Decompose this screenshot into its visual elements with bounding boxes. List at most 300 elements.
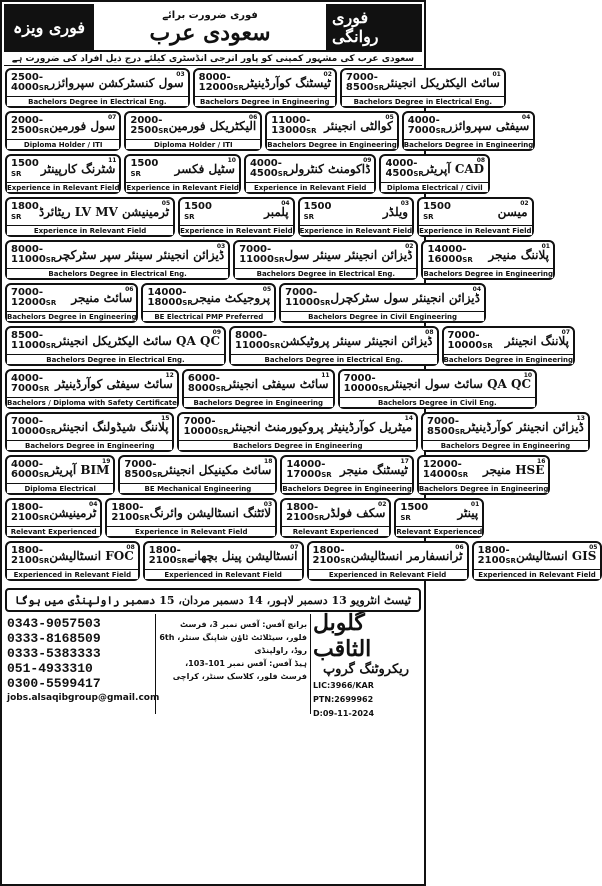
job-title: ویلڈر [382,205,409,219]
job-requirement: Diploma Holder / ITI [126,139,260,149]
job-card [340,68,506,108]
job-requirement: BE Mechanical Engineering [120,483,275,493]
job-salary [286,503,324,523]
job-card [118,455,277,495]
job-salary [130,159,158,179]
salary-unit: SR [435,127,447,135]
job-title: پلاننگ انجینئر [504,334,569,348]
ptn-number: PTN:2699962 [313,694,374,704]
job-title: سائٹ الیکٹریکل انجینئر [384,76,500,90]
job-number: 04 [521,114,531,121]
salary-min: 4000- [385,158,418,169]
salary-unit: SR [184,213,195,221]
salary-unit: SR [319,299,331,307]
salary-max [11,427,56,437]
salary-min: 11000- [271,115,311,126]
job-requirement: Experience in Relevant Field [126,184,239,192]
salary-max [478,556,516,566]
job-card [178,197,294,237]
job-card-top [309,543,467,569]
header-subtitle: فوری ضرورت برائے [162,9,258,21]
job-salary [385,159,423,179]
salary-min: 2000- [130,115,163,126]
job-title: پلمبر [264,205,289,219]
job-salary [149,546,187,566]
salary-max [344,384,389,394]
job-title: پروجیکٹ منیجر [192,291,271,305]
job-salary [235,331,280,351]
job-requirement: Experience in Relevant Field [299,227,413,235]
job-number: 02 [520,200,529,207]
salary-unit: SR [182,299,193,307]
test-interview-bar: ٹیسٹ انٹرویو 13 دسمبر لاہور، 14 دسمبر مردان، 15 دسمبر راولپنڈی میں ہوگا [5,588,421,612]
job-salary [400,503,428,523]
job-card-top [423,242,552,268]
job-card [143,541,304,581]
salary-min: 7000- [183,416,216,427]
phone-number[interactable]: 0333-8168509 [7,631,101,646]
job-row [5,154,486,194]
phone-number[interactable]: 051-4933310 [7,661,93,676]
job-salary [250,159,288,179]
job-number: 03 [216,243,226,250]
job-requirement: Experience in Relevant Field [107,526,275,536]
job-salary [183,417,228,437]
job-title: سائٹ سیفٹی کوآرڈینیٹر [55,377,173,391]
salary-max [346,83,384,93]
job-number: 11 [108,157,117,164]
salary-unit: SR [218,428,229,436]
job-card-top [120,457,275,483]
email-link[interactable]: jobs.alsaqibgroup@gmail.com [7,693,160,703]
job-number: 07 [290,544,299,551]
salary-min: 1800- [312,545,345,556]
job-number: 05 [161,200,171,207]
job-salary [423,202,451,222]
job-card [193,68,337,108]
job-number: 04 [89,501,98,508]
salary-max-value: 2100 [148,555,177,566]
job-row [5,498,483,538]
salary-max-value: 12000 [11,297,46,308]
job-title: سائٹ منیجر [71,291,133,305]
job-card-top [282,457,411,483]
job-salary [286,460,331,480]
job-requirement: Experienced in Relevant Field [145,569,302,579]
job-card [5,197,175,237]
job-row [5,68,501,108]
job-card-top [195,70,335,96]
job-salary [346,73,384,93]
job-card [5,111,121,151]
job-number: 04 [472,286,481,293]
salary-unit: SR [176,557,188,565]
job-card-top [423,414,588,440]
job-salary [239,245,284,265]
salary-min: 1800- [11,545,43,556]
salary-unit: SR [321,471,332,479]
job-card [233,240,418,280]
job-number: 14 [404,415,413,422]
job-card [338,369,537,409]
salary-max-value: 2100 [11,555,39,566]
salary-unit: SR [158,127,169,135]
job-title: ٹرمینیشن LV MV ریٹائرڈ [38,205,170,219]
salary-max-value: 4000 [11,82,39,93]
job-card [394,498,484,538]
header-left-badge: فوری ویزہ [4,4,94,50]
job-title: سول فورمین [49,119,116,133]
job-salary [11,73,49,93]
salary-max-value: 4500 [385,168,414,179]
salary-unit: SR [11,213,22,221]
salary-unit: SR [423,213,434,221]
salary-unit: SR [413,170,424,178]
job-number: 02 [405,243,414,250]
job-card-top [7,70,188,96]
job-row [5,240,553,280]
job-salary [111,503,149,523]
job-card [472,541,602,581]
salary-max [448,341,493,351]
job-requirement: BE Electrical PMP Preferred [143,311,274,321]
job-card-top [342,70,504,96]
salary-max-value: 11000 [239,254,274,265]
job-number: 03 [263,501,273,508]
job-number: 13 [576,415,585,422]
salary-max-value: 14000 [422,469,458,480]
job-number: 16 [537,458,546,465]
salary-max-value: 2100 [286,512,314,523]
job-number: 01 [470,501,480,508]
job-row [5,369,533,409]
salary-min: 7000- [427,416,459,427]
head-address: ہیڈ آفس: آفس نمبر 101-103، فرسٹ فلور، کلاسک سنٹر، کراچی [172,659,307,681]
salary-unit: SR [273,256,285,264]
salary-unit: SR [269,342,281,350]
salary-unit: SR [45,256,57,264]
salary-max [427,427,465,437]
salary-max-value: 10000 [11,426,46,437]
job-card [280,455,413,495]
salary-max-value: 11000 [235,340,270,351]
salary-min: 6000- [187,373,220,384]
job-card-top [7,457,113,483]
job-card-top [246,156,375,182]
salary-max [199,83,244,93]
salary-unit: SR [38,127,50,135]
salary-max [400,513,428,523]
job-card-top [7,500,100,526]
salary-max-value: 4500 [249,168,278,179]
job-title: سیفٹی سپروائزر [446,119,530,133]
job-salary [11,116,49,136]
job-title: پلاننگ شیڈولنگ انجینئر [56,420,169,434]
job-card [182,369,335,409]
salary-max [130,126,168,136]
salary-max-value: 2500 [11,125,39,136]
job-title: HSE منیجر [483,463,545,477]
job-salary [147,288,192,308]
salary-max-value: 8500 [124,469,153,480]
salary-max [423,470,468,480]
job-salary [130,116,168,136]
job-card-top [7,156,119,182]
job-card [244,154,377,194]
job-requirement: Bachelors Degree in Engineering [282,485,412,493]
job-requirement: Experience in Relevant Field [246,182,375,192]
job-title: شٹرنگ کارپینٹر [40,162,116,176]
salary-max-value: 6000 [11,469,39,480]
job-requirement: Experience in Relevant Field [180,227,293,235]
job-card [298,197,414,237]
job-title: سائٹ سیفٹی انجینئر [226,377,329,391]
salary-max [11,83,49,93]
salary-max [11,126,49,136]
phone-number[interactable]: 0300-5599417 [7,676,101,691]
job-number: 08 [126,544,135,551]
salary-max-value: 8000 [187,383,216,394]
job-card-top [474,543,601,569]
job-card [5,154,121,194]
job-salary [11,417,56,437]
job-card-top [7,371,177,397]
salary-unit: SR [139,514,150,522]
brand-name: گلوبل الثاقب [313,609,372,662]
salary-max-value: 11000 [11,254,46,265]
job-requirement: Relevant Experienced [282,526,389,536]
job-salary [11,374,49,394]
job-row [5,541,598,581]
salary-max [149,556,187,566]
salary-unit: SR [505,557,516,565]
job-requirement: Bachelors Degree in Electrical Eng. [231,354,437,364]
header-title: سعودی عرب [149,19,271,46]
salary-min: 7000- [447,330,480,341]
job-number: 02 [323,71,332,78]
salary-max-value: 16000 [427,254,463,265]
job-salary [313,546,351,566]
job-title: QA QC سائٹ سول انجینئر [388,377,532,391]
salary-min: 1800- [286,502,319,513]
job-salary [11,288,56,308]
job-card-top [282,500,389,526]
salary-unit: SR [482,342,493,350]
job-card [5,283,138,323]
job-number: 04 [281,200,290,207]
salary-max [183,427,228,437]
job-card-top [404,113,533,139]
salary-min: 1500 [130,158,159,169]
job-salary [448,331,493,351]
salary-max [427,255,472,265]
salary-min: 1800- [111,502,144,513]
salary-max [271,126,316,136]
job-salary [271,116,316,136]
job-salary [184,202,212,222]
salary-min: 1500 [11,158,39,169]
job-card [279,283,486,323]
job-number: 05 [262,286,272,293]
job-requirement: Bachelors Degree in Engineering [423,270,553,278]
salary-unit: SR [38,557,50,565]
job-number: 06 [455,544,464,551]
job-card-top [179,414,416,440]
salary-min: 1800- [148,545,181,556]
job-card [5,68,190,108]
job-salary [427,417,465,437]
job-requirement: Experienced in Relevant Field [474,569,601,579]
salary-max [11,384,49,394]
job-title: ٹیسٹنگ کوآرڈینیٹر [243,76,331,90]
job-requirement: Bachelors Degree in Engineering [184,397,333,407]
job-requirement: Experienced in Relevant Field [309,569,467,579]
salary-unit: SR [38,385,50,393]
job-card [141,283,276,323]
salary-unit: SR [378,385,389,393]
salary-min: 1500 [184,201,212,212]
salary-max-value: 2100 [477,555,506,566]
job-title: ڈیزائن انجینئر سینئر سول [284,248,413,262]
job-salary [11,460,49,480]
license-number: LIC:3966/KAR [313,680,374,690]
job-salary [285,288,330,308]
salary-max [11,513,49,523]
job-card-top [419,457,548,483]
job-title: سٹیل فکسر [174,162,235,176]
job-requirement: Bachelors Degree in Electrical Eng. [7,96,188,106]
job-card-top [444,328,573,354]
job-grid [4,66,598,586]
header-right-badge: فوری روانگی [326,4,422,50]
job-salary [11,546,49,566]
job-card-top [7,414,172,440]
job-title: ڈیزائن انجینئر سینئر پروٹیکشن [280,334,433,348]
intro-text: سعودی عرب کی مشہور کمپنی کو پاور انرجی انڈسٹری کیلئے درج ذیل افراد کی ضرورت ہے [4,52,422,66]
job-title: سول کنسٹرکشن سپروائزر [49,76,184,90]
job-requirement: Bachelors Degree in Engineering [267,141,397,149]
job-card [417,455,550,495]
salary-unit: SR [462,256,473,264]
job-card-top [143,285,274,311]
job-number: 08 [476,157,486,164]
salary-max [11,341,56,351]
phone-number[interactable]: 0333-5383333 [7,646,101,661]
salary-unit: SR [152,471,163,479]
job-number: 06 [125,286,134,293]
job-requirement: Bachelors Degree in Electrical Eng. [7,268,228,278]
phone-number[interactable]: 0343-9057503 [7,616,101,631]
job-row [5,283,481,323]
job-title: پینٹر [457,506,479,520]
job-row [5,326,573,366]
job-number: 18 [264,458,273,465]
salary-max-value: 12000 [198,82,234,93]
salary-max [111,513,149,523]
header-center [94,4,326,50]
job-title: ڈاکومنٹ کنٹرولر [288,162,371,176]
salary-max [11,470,49,480]
salary-unit: SR [373,84,385,92]
salary-max [184,212,212,222]
job-number: 11 [321,372,330,379]
salary-min: 4000- [11,373,43,384]
job-card [5,455,115,495]
job-card [421,240,554,280]
salary-min: 1800 [11,201,39,212]
job-number: 01 [541,243,550,250]
job-row [5,197,532,237]
salary-max [11,298,56,308]
job-title: GIS انسٹالیشن [515,549,597,563]
job-title: CAD آپریٹر [423,162,485,176]
salary-max [11,169,39,179]
job-salary [199,73,244,93]
salary-max-value: 11000 [11,340,46,351]
job-salary [11,245,56,265]
contacts [5,614,160,714]
job-requirement: Bachelors Degree in Engineering [418,485,549,493]
salary-min: 2500- [11,72,43,83]
salary-unit: SR [38,84,50,92]
job-card-top [231,328,437,354]
job-requirement: Bachelors Degree in Electrical Eng. [342,96,504,106]
branch-address: برانچ آفس: آفس نمبر 3، فرسٹ فلور، سیٹلائٹ ٹاؤن شاپنگ سنٹر، 6th روڈ، راولپنڈی [159,620,307,655]
job-title: ڈیزائن انجینئر سول سٹرکچرل [330,291,480,305]
salary-unit: SR [277,170,289,178]
salary-min: 4000- [407,115,440,126]
salary-min: 14000- [147,287,187,298]
job-card-top [126,156,238,182]
job-title: میسن [497,205,528,219]
job-salary [408,116,446,136]
job-card [5,369,179,409]
salary-min: 2000- [11,115,43,126]
job-card-top [7,113,119,139]
job-number: 01 [492,71,501,78]
job-card-top [184,371,333,397]
job-card [280,498,391,538]
job-title: سائٹ مکینیکل انجینئر [162,463,272,477]
job-card [307,541,469,581]
salary-max [11,255,56,265]
salary-min: 1500 [400,502,429,513]
footer [5,609,421,718]
job-card-top [180,199,292,225]
salary-max-value: 10000 [447,340,483,351]
job-card [402,111,535,151]
job-title: FOC انسٹالیشن [49,549,134,563]
salary-max [188,384,226,394]
salary-min: 14000- [427,244,467,255]
salary-min: 7000- [124,459,157,470]
job-requirement: Experience in Relevant Field [7,225,173,235]
job-number: 19 [102,458,111,465]
salary-unit: SR [306,127,317,135]
salary-min: 1800- [11,502,43,513]
salary-max [304,212,332,222]
salary-max [286,513,324,523]
salary-min: 7000- [345,72,378,83]
job-number: 03 [400,200,410,207]
job-salary [304,202,332,222]
job-number: 06 [248,114,258,121]
job-card [229,326,439,366]
job-title: انسٹالیشن پینل بچھانے [187,549,298,563]
brand-subtitle: ریکروٹنگ گروپ [322,661,410,677]
job-title: الیکٹریکل فورمین [168,119,257,133]
job-title: سکف فولڈر [324,506,386,520]
